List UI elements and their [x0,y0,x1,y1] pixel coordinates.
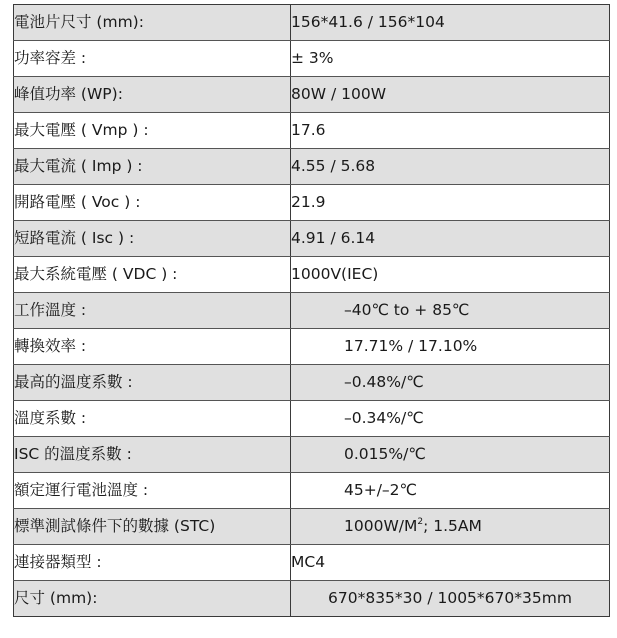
row-label: 功率容差 : [14,41,291,77]
row-label: 標準測試條件下的數據 (STC) [14,509,291,545]
row-label: 溫度系數 : [14,401,291,437]
table-row [14,221,610,257]
row-value [291,509,610,545]
row-value: –0.48%/℃ [291,365,610,401]
row-label: 連接器類型 : [14,545,291,581]
table-row [14,473,610,509]
row-value: 156*41.6 / 156*104 [291,5,610,41]
row-value: 45+/–2℃ [291,473,610,509]
row-value: 670*835*30 / 1005*670*35mm [291,581,610,617]
row-value: 17.6 [291,113,610,149]
table-row [14,509,610,545]
row-label: 額定運行電池溫度 : [14,473,291,509]
row-value: 21.9 [291,185,610,221]
row-label: 最高的溫度系數 : [14,365,291,401]
row-label: 最大系統電壓 ( VDC ) : [14,257,291,293]
row-label: 最大電壓 ( Vmp ) : [14,113,291,149]
row-label: 尺寸 (mm): [14,581,291,617]
table-row [14,365,610,401]
table-row [14,77,610,113]
row-label: 最大電流 ( Imp ) : [14,149,291,185]
value-suffix: ; 1.5AM [423,516,482,535]
row-label: 開路電壓 ( Voc ) : [14,185,291,221]
table-row [14,437,610,473]
table-row [14,545,610,581]
row-value: –40℃ to + 85℃ [291,293,610,329]
row-label: 短路電流 ( Isc ) : [14,221,291,257]
spec-table [13,4,610,617]
value-main: 1000W/M [344,516,418,535]
row-value: 1000V(IEC) [291,257,610,293]
value-superscript: 2 [417,516,424,527]
row-label: 轉換效率 : [14,329,291,365]
table-row [14,329,610,365]
row-value: 4.55 / 5.68 [291,149,610,185]
row-value: –0.34%/℃ [291,401,610,437]
row-label: 電池片尺寸 (mm): [14,5,291,41]
table-row [14,5,610,41]
row-label: 工作溫度 : [14,293,291,329]
row-value: MC4 [291,545,610,581]
table-row [14,257,610,293]
table-row [14,293,610,329]
row-value: ± 3% [291,41,610,77]
table-row [14,41,610,77]
row-value: 4.91 / 6.14 [291,221,610,257]
row-value: 80W / 100W [291,77,610,113]
table-row [14,149,610,185]
row-value: 0.015%/℃ [291,437,610,473]
table-row [14,581,610,617]
row-label: ISC 的溫度系數 : [14,437,291,473]
row-label: 峰值功率 (WP): [14,77,291,113]
row-value: 17.71% / 17.10% [291,329,610,365]
table-row [14,401,610,437]
table-row [14,185,610,221]
table-row [14,113,610,149]
